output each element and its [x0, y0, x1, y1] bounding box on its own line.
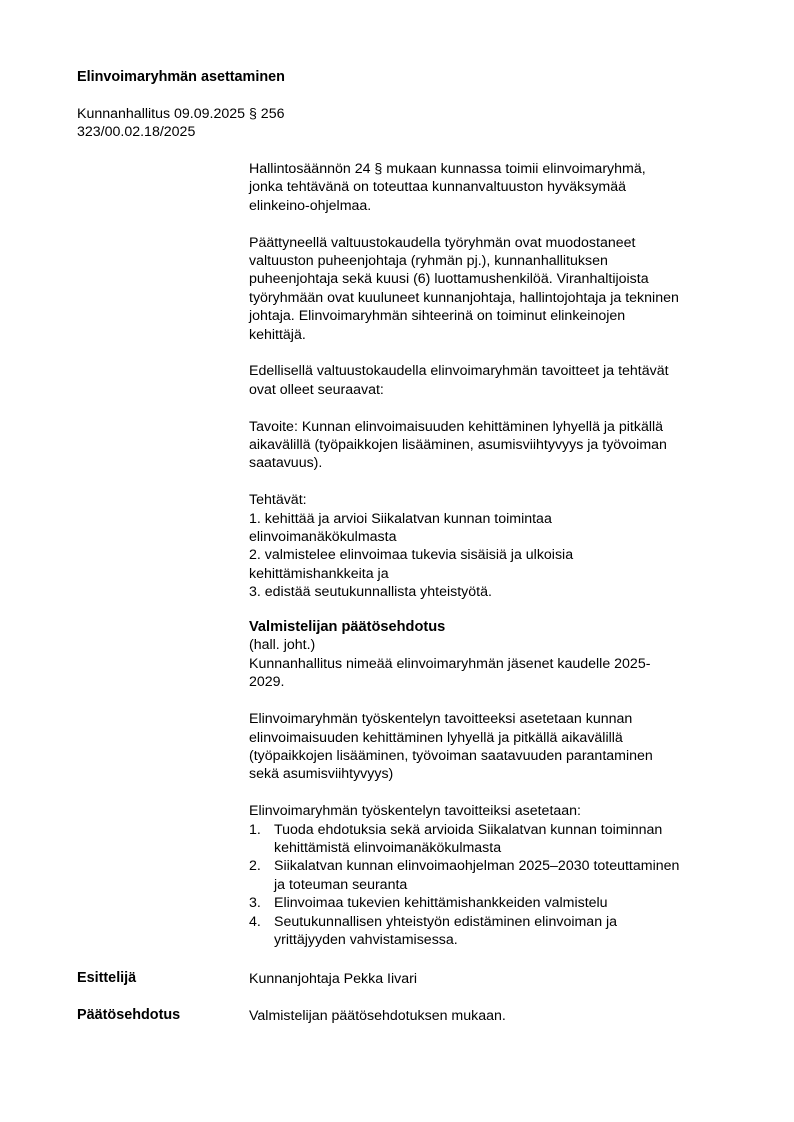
intro-paragraph-2 [249, 234, 739, 344]
goal-item [249, 894, 739, 912]
text-line: ovat olleet seuraavat: [249, 381, 384, 398]
preparer: (hall. joht.) [249, 637, 316, 654]
meeting-info [77, 106, 284, 141]
proposal-goal-text [249, 710, 739, 784]
tasks-heading: Tehtävät: [249, 492, 307, 509]
proposal-decision [249, 655, 739, 692]
text-line: ja toteuman seuranta [274, 876, 408, 893]
meeting-reference: Kunnanhallitus 09.09.2025 § 256 [77, 106, 285, 122]
tasks-list [249, 491, 739, 601]
text-line: Päättyneellä valtuustokaudella työryhmän ovat muodostaneet [249, 234, 636, 251]
goal-number: 4. [249, 913, 261, 930]
task-item: 2. valmistelee elinvoimaa tukevia sisäisiä ja ulkoisia [249, 547, 574, 564]
proposal-section [249, 618, 739, 655]
proposal-heading: Valmistelijan päätösehdotus [249, 619, 446, 636]
text-line: Elinvoimaa tukevien kehittämishankkeiden valmistelu [274, 895, 608, 912]
text-line: Siikalatvan kunnan elinvoimaohjelman 2025–2030 toteuttaminen [274, 858, 680, 875]
text-line: elinkeino-ohjelmaa. [249, 197, 372, 214]
text-line: saatavuus). [249, 455, 323, 472]
decision-proposal-label: Päätösehdotus [77, 1007, 181, 1023]
text-line: (työpaikkojen lisääminen, työvoiman saatavuuden parantaminen [249, 747, 653, 764]
task-item: 3. edistää seutukunnallista yhteistyötä. [249, 584, 492, 601]
text-line: Edellisellä valtuustokaudella elinvoimaryhmän tavoitteet ja tehtävät [249, 363, 669, 380]
goal-item [249, 821, 739, 858]
text-line: yrittäjyyden vahvistamisessa. [274, 931, 458, 948]
text-line: kehittämistä elinvoimanäkökulmasta [274, 839, 502, 856]
decision-proposal-value: Valmistelijan päätösehdotuksen mukaan. [249, 1008, 506, 1024]
text-line: Tuoda ehdotuksia sekä arvioida Siikalatvan kunnan toiminnan [274, 821, 663, 838]
text-line: Kunnanhallitus nimeää elinvoimaryhmän jäsenet kaudelle 2025- [249, 655, 651, 672]
intro-paragraph-1 [249, 160, 739, 215]
text-line: kehittäjä. [249, 326, 306, 343]
goals-intro: Elinvoimaryhmän työskentelyn tavoitteiksi asetetaan: [249, 803, 581, 820]
text-line: valtuuston puheenjohtaja (ryhmän pj.), kunnanhallituksen [249, 253, 608, 270]
text-line: sekä asumisviihtyvyys) [249, 766, 394, 783]
goal-item [249, 857, 739, 894]
presenter-label: Esittelijä [77, 970, 137, 986]
text-line: aikavälillä (työpaikkojen lisääminen, asumisviihtyvyys ja työvoiman [249, 437, 667, 454]
text-line: Seutukunnallisen yhteistyön edistäminen elinvoiman ja [274, 913, 618, 930]
goal-number: 3. [249, 895, 261, 912]
text-line: jonka tehtävänä on toteuttaa kunnanvaltuuston hyväksymää [249, 179, 627, 196]
document-title: Elinvoimaryhmän asettaminen [77, 69, 285, 85]
goal-number: 2. [249, 858, 261, 875]
text-line: työryhmään ovat kuuluneet kunnanjohtaja, hallintojohtaja ja tekninen [249, 289, 679, 306]
document-body [249, 160, 739, 968]
text-line: Hallintosäännön 24 § mukaan kunnassa toimii elinvoimaryhmä, [249, 161, 646, 177]
goals-list [249, 821, 739, 950]
intro-paragraph-3 [249, 362, 739, 399]
text-line: 2029. [249, 674, 285, 691]
goal-number: 1. [249, 821, 261, 838]
presenter-value: Kunnanjohtaja Pekka Iivari [249, 971, 417, 987]
task-item: elinvoimanäkökulmasta [249, 529, 397, 546]
task-item: 1. kehittää ja arvioi Siikalatvan kunnan toimintaa [249, 510, 552, 527]
task-item: kehittämishankkeita ja [249, 565, 389, 582]
text-line: johtaja. Elinvoimaryhmän sihteerinä on toiminut elinkeinojen [249, 308, 626, 325]
text-line: puheenjohtaja sekä kuusi (6) luottamushenkilöä. Viranhaltijoista [249, 271, 649, 288]
text-line: elinvoimaisuuden kehittäminen lyhyellä ja pitkällä aikavälillä [249, 729, 623, 746]
intro-paragraph-4 [249, 418, 739, 473]
text-line: Tavoite: Kunnan elinvoimaisuuden kehittäminen lyhyellä ja pitkällä [249, 418, 664, 435]
text-line: Elinvoimaryhmän työskentelyn tavoitteeksi asetetaan kunnan [249, 711, 633, 728]
goal-item [249, 913, 739, 950]
record-number: 323/00.02.18/2025 [77, 123, 196, 140]
